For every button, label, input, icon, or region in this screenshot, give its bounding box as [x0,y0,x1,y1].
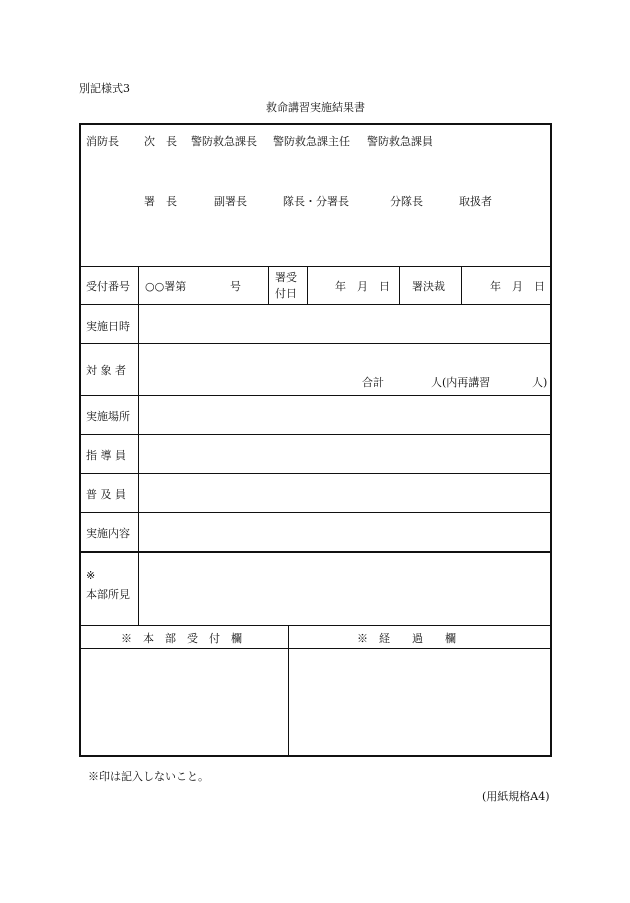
row-label-content: 実施内容 [86,527,130,540]
hq-opinion-label: 本部所見 [86,588,130,601]
paper-size-note: (用紙規格A4) [482,790,550,803]
approval-section-supervisor: 警防救急課主任 [273,135,350,148]
approval-deputy-station-chief: 副署長 [214,195,247,208]
reception-number-prefix: ○○署第 [145,280,187,293]
reception-date-label-2: 付日 [275,287,297,300]
target-person-label: 人(内再講習 [431,376,491,389]
approval-deputy-chief: 次 長 [144,135,177,148]
note-text: ※印は記入しないこと。 [88,770,209,783]
reception-date-label-1: 署受 [275,271,297,284]
form-title: 救命講習実施結果書 [266,101,365,114]
hq-opinion-mark: ※ [86,569,96,582]
approval-squad-leader: 分隊長 [390,195,423,208]
form-number: 別記様式3 [79,82,130,95]
hq-reception-header: ※ 本 部 受 付 欄 [121,632,242,645]
approval-section-chief: 警防救急課長 [191,135,257,148]
row-label-target: 対 象 者 [86,364,126,377]
decision-date: 年 月 日 [490,280,545,293]
row-label-promoter: 普 及 員 [86,488,126,501]
row-label-date-time: 実施日時 [86,320,130,333]
reception-number-label: 受付番号 [86,280,130,293]
reception-date-value: 年 月 日 [335,280,390,293]
progress-header: ※ 経 過 欄 [357,632,456,645]
approval-station-chief: 署 長 [144,195,177,208]
target-total-label: 合計 [362,376,384,389]
row-label-instructor: 指 導 員 [86,449,126,462]
reception-number-suffix: 号 [230,280,241,293]
row-label-place: 実施場所 [86,410,130,423]
approval-team-leader: 隊長・分署長 [283,195,349,208]
decision-label: 署決裁 [412,280,445,293]
result-form [79,123,552,757]
approval-handler: 取扱者 [459,195,492,208]
target-person-end: 人) [532,376,548,389]
approval-section-staff: 警防救急課員 [367,135,433,148]
approval-fire-chief: 消防長 [86,135,119,148]
